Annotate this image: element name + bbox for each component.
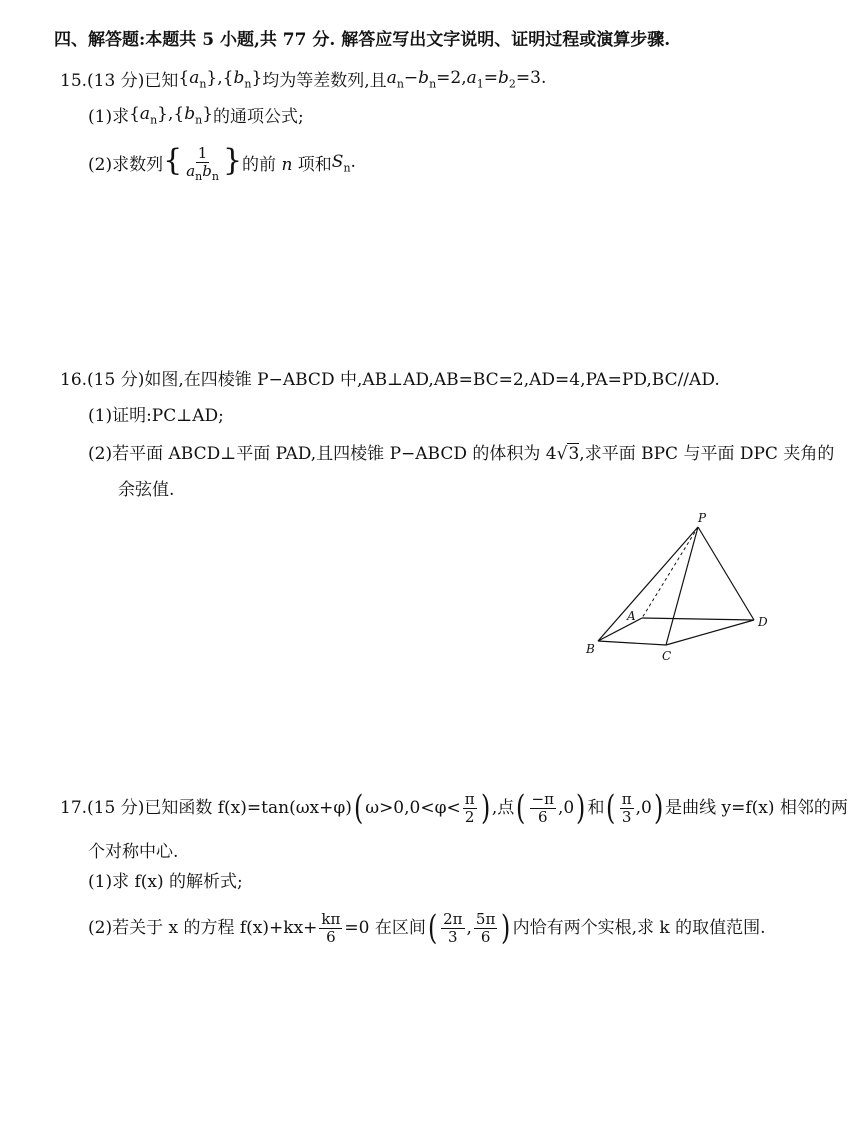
q15-fraction-den: $a_nb_n$ [186,162,219,184]
q16-number: 16. [60,370,88,390]
q17-frac-kpi-6-num: kπ [321,909,341,928]
q17-stem-b: ,点 [491,798,515,818]
q15-part1-tail: 的通项公式; [213,107,304,128]
q17-number: 17. [60,798,88,818]
q15-part2 [88,142,356,188]
q17-stem-a: 已知函数 f(x)=tan(ωx+φ) [144,798,352,818]
edge-AD [642,618,754,620]
label-C: C [662,649,672,663]
q17-part2-c: 内恰有两个实根,求 k 的取值范围. [512,918,766,938]
q15-score: (13 分) [87,71,145,92]
q17-frac-5pi-6 [474,911,497,946]
q17-frac-2pi-3 [441,911,464,946]
q15-part1 [88,102,304,132]
q17-frac-5pi-6-den: 6 [480,927,491,946]
q17-score: (15 分) [87,798,145,818]
q15-part1-label: (1)求 [88,107,130,128]
q16-stem [60,368,720,392]
q15-number: 15. [60,71,88,92]
edge-BC [598,641,666,645]
q17-frac-pi-2-num: π [464,789,475,808]
q17-part2-a: (2)若关于 x 的方程 f(x)+kx+ [88,918,318,938]
q15-stem [60,66,546,96]
q17-point2: ( $\frac{\pi}{3}$ ,0 ) [606,788,664,828]
q17-condition-text: ω>0,0<φ< [365,798,461,818]
q16-stem-text: 如图,在四棱锥 P−ABCD 中,AB⊥AD,AB=BC=2,AD=4,PA=PD,BC//AD. [144,370,720,390]
q15-condition: $a_n-b_n=2,a_1=b_2=3$. [386,68,547,91]
edge-PA [642,527,698,618]
q17-frac-negpi-6-num: −π [531,789,554,808]
q17-frac-pi-2 [463,791,477,826]
q17-point1: ( $\frac{-\pi}{6}$ ,0 ) [516,788,586,828]
q17-part2-b: =0 在区间 [344,918,426,938]
q16-sqrt-value: 3 [568,444,580,464]
q16-part2 [88,442,834,466]
q17-condition: ( ω>0,0<φ< $\frac{\pi}{2}$ ) [353,788,490,828]
q15-fraction [184,145,221,185]
section-header-text: 四、解答题:本题共 5 小题,共 77 分. 解答应写出文字说明、证明过程或演算步骤. [54,30,671,50]
q15-stem-a: 已知 [144,71,179,92]
q17-frac-5pi-6-num: 5π [475,909,496,928]
label-D: D [758,615,768,629]
label-A: A [627,609,636,623]
q15-sequences: $\{a_n\},\{b_n\}$ [178,68,263,91]
q17-frac-pi-2-den: 2 [464,807,475,826]
q16-part2-a: (2)若平面 ABCD⊥平面 PAD,且四棱锥 P−ABCD 的体积为 4 [88,444,557,464]
q17-he: 和 [587,798,605,818]
q15-part1-seqs: $\{a_n\},\{b_n\}$ [129,104,214,127]
q15-part2-label: (2)求数列 [88,155,164,176]
q15-brace-open: { [163,143,183,179]
q15-sn: $S_n$. [331,152,356,175]
q17-frac-kpi-6-den: 6 [326,927,336,946]
q16-part2-cont [118,478,174,502]
q17-frac-pi-3 [620,791,634,826]
q17-line2 [88,840,178,864]
q15-n: n [281,155,293,176]
q17-line2-text: 个对称中心. [88,842,179,862]
q15-part2-tail2: 项和 [297,155,332,176]
edge-PD [698,527,754,620]
q17-point2-zero: ,0 [635,798,652,818]
q17-frac-pi-3-num: π [621,789,632,808]
edge-CD [666,620,754,645]
label-P: P [698,511,707,525]
q17-part1-text: (1)求 f(x) 的解析式; [88,872,243,892]
q17-frac-2pi-3-den: 3 [448,927,458,946]
q16-part2-c: 余弦值. [118,480,175,500]
q16-score: (15 分) [87,370,145,390]
pyramid-figure [570,505,780,675]
q16-part1-text: (1)证明:PC⊥AD; [88,406,224,426]
q17-part1 [88,870,243,894]
q16-part1 [88,404,224,428]
q17-frac-negpi-6-den: 6 [537,807,548,826]
q17-part2 [88,906,766,950]
q15-stem-b: 均为等差数列,且 [262,71,387,92]
q17-frac-2pi-3-num: 2π [443,909,463,928]
q17-frac-pi-3-den: 3 [621,807,632,826]
q17-interval: ( $\frac{2\pi}{3}$ , $\frac{5\pi}{6}$ ) [427,908,511,948]
label-B: B [586,642,595,656]
q17-stem [60,786,848,830]
q17-frac-negpi-6 [530,791,556,826]
q16-sqrt: √3 [556,444,580,464]
q17-stem-c: 是曲线 y=f(x) 相邻的两 [665,798,848,818]
q17-point1-zero: ,0 [557,798,575,818]
q15-brace-close: } [222,143,243,179]
q16-part2-b: ,求平面 BPC 与平面 DPC 夹角的 [579,444,835,464]
q17-frac-kpi-6 [319,911,342,946]
q15-fraction-num: 1 [197,144,208,163]
q15-part2-tail: 的前 [242,155,277,176]
section-header [54,28,670,52]
